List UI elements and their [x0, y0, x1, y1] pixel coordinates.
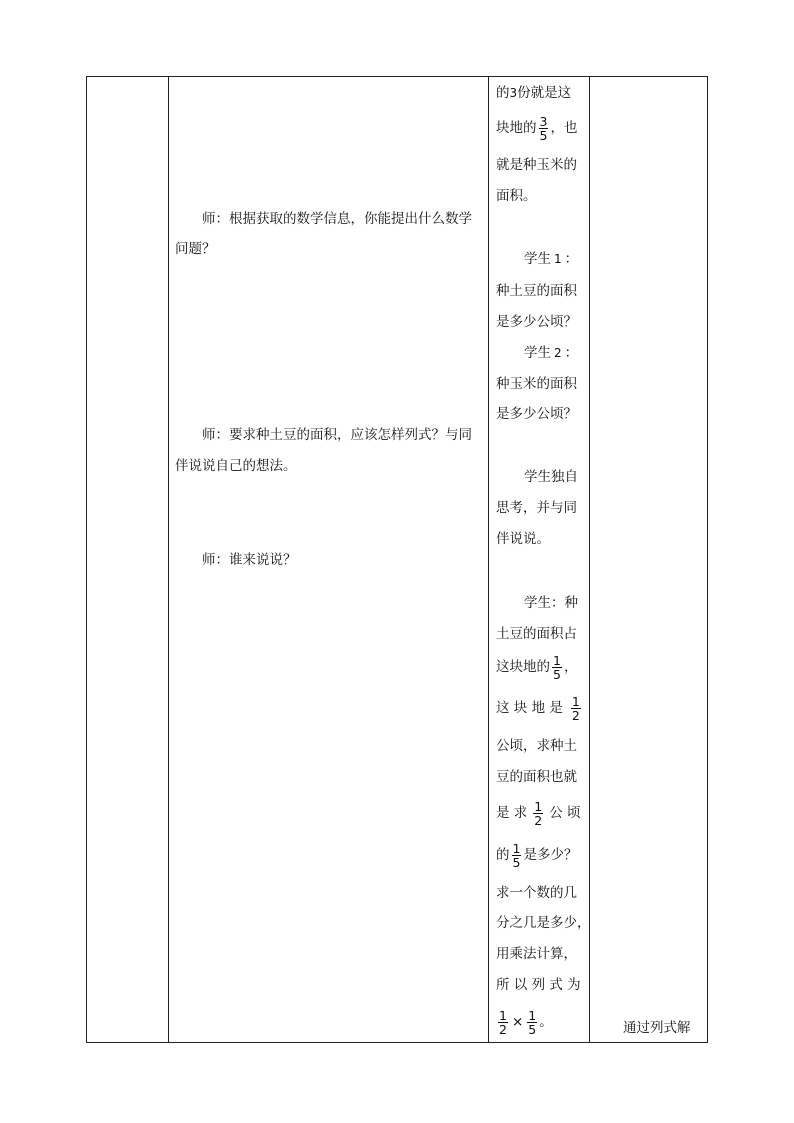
teacher-question-2-line1: 师：要求种土豆的面积，应该怎样列式？与同 — [202, 427, 472, 443]
teacher-question-3: 师：谁来说说？ — [202, 552, 297, 568]
student-1-question-line1: 种土豆的面积 — [496, 283, 577, 299]
design-note: 通过列式解 — [623, 1020, 691, 1036]
student-2-question-line2: 是多少公顷？ — [496, 406, 577, 422]
student-2-question-line1: 种玉米的面积 — [496, 376, 577, 392]
student-2-label: 学生 2 ： — [524, 345, 579, 361]
student-answer-line: 公顷，求种土 — [496, 738, 577, 754]
student-answer-line: 土豆的面积占 — [496, 626, 577, 642]
student-answer-line: 这 块 地 是 $\frac{1}{2}$ — [496, 693, 580, 723]
student-answer-line: 求一个数的几 — [496, 885, 577, 901]
student-answer-line: 所 以 列 式 为 — [496, 977, 581, 993]
student-answer-expression: $\frac{1}{2}$ × $\frac{1}{5}$ 。 — [499, 1007, 553, 1037]
student-1-question-line2: 是多少公顷？ — [496, 314, 577, 330]
fraction: $\frac{1}{5}$ — [512, 840, 521, 870]
column-divider-1 — [168, 77, 169, 1042]
teacher-question-2-line2: 伴说说自己的想法。 — [175, 458, 297, 474]
student-answer-line: 这块地的 $\frac{1}{5}$ ， — [496, 652, 578, 682]
student-answer-line: 豆的面积也就 — [496, 769, 577, 785]
column-divider-3 — [589, 77, 590, 1042]
student-text-line: 面积。 — [496, 188, 537, 204]
fraction: $\frac{1}{2}$ — [534, 798, 543, 828]
teacher-question-1-line1: 师：根据获取的数学信息，你能提出什么数学 — [202, 211, 472, 227]
student-answer-line: 分之几是多少， — [496, 915, 591, 931]
student-answer-line: 是 求 $\frac{1}{2}$ 公 顷 — [496, 798, 581, 828]
student-answer-line: 用乘法计算， — [496, 946, 577, 962]
student-1-label: 学生 1 ： — [524, 251, 579, 267]
student-answer-line: 的 $\frac{1}{5}$ 是多少？ — [496, 840, 578, 870]
student-independent-line2: 思考，并与同 — [496, 500, 577, 516]
fraction: $\frac{1}{2}$ — [499, 1007, 507, 1037]
fraction: $\frac{1}{2}$ — [571, 693, 580, 723]
student-independent-line3: 伴说说。 — [496, 531, 550, 547]
student-independent-line1: 学生独自 — [524, 469, 578, 485]
student-answer-line: 学生：种 — [524, 595, 578, 611]
column-divider-2 — [488, 77, 489, 1042]
student-text-line: 块地的 $\frac{3}{5}$ ，也 — [496, 113, 578, 143]
student-text-line: 的3份就是这 — [496, 85, 572, 101]
teacher-question-1-line2: 问题？ — [175, 241, 216, 257]
fraction: $\frac{1}{5}$ — [528, 1007, 537, 1037]
student-text-line: 就是种玉米的 — [496, 157, 577, 173]
fraction: $\frac{1}{5}$ — [553, 652, 561, 682]
fraction: $\frac{3}{5}$ — [539, 113, 548, 143]
